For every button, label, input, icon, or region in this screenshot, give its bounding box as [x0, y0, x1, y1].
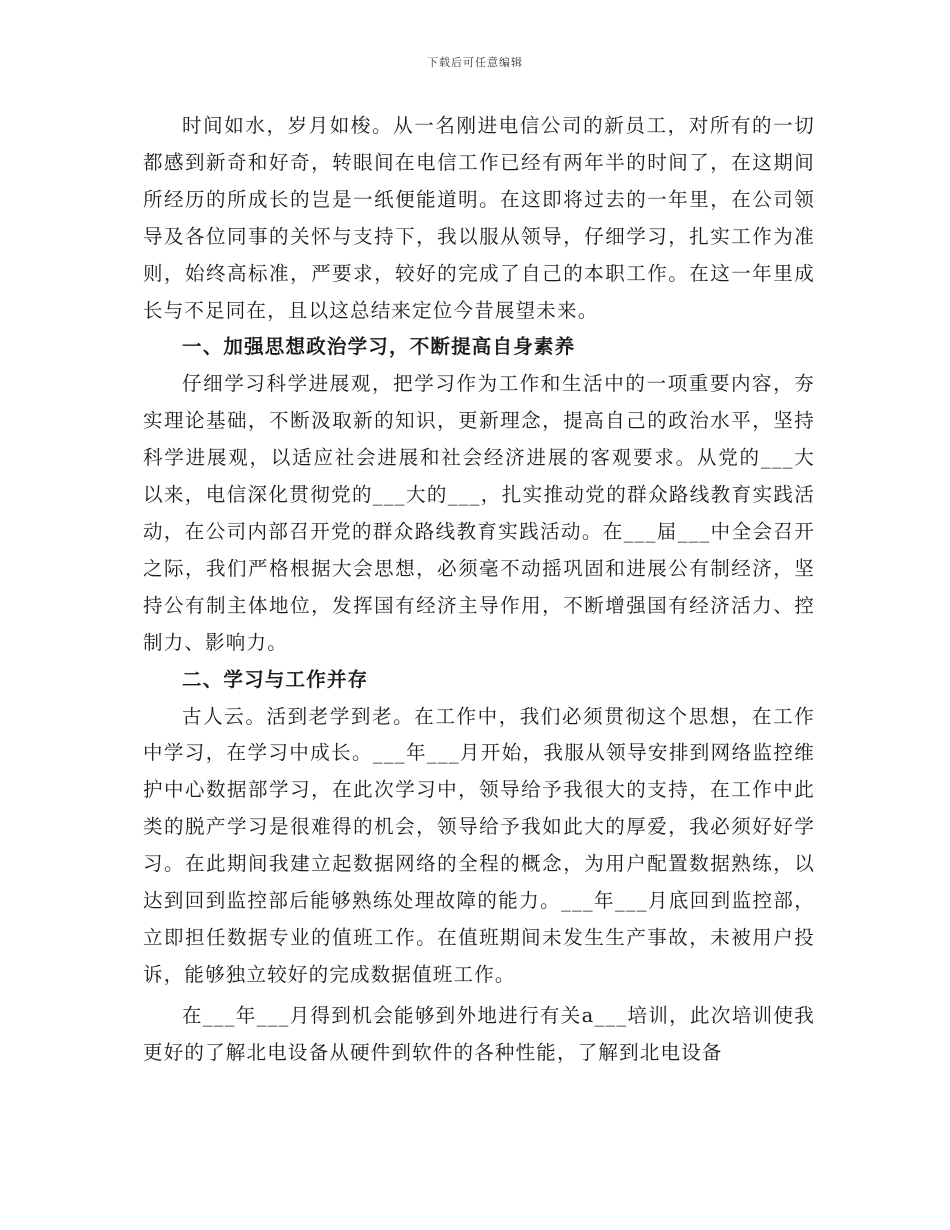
page-header-note: 下载后可任意编辑: [427, 56, 523, 69]
paragraph-training: 在___年___月得到机会能够到外地进行有关a___培训，此次培训使我更好的了解北电设备从硬件到软件的各种性能，了解到北电设备: [143, 1003, 815, 1064]
paragraph-section-1: 仔细学习科学进展观，把学习作为工作和生活中的一项重要内容，夯实理论基础，不断汲取新的知识，更新理念，提高自己的政治水平，坚持科学进展观，以适应社会进展和社会经济进展的客观要求。从党的___大以来，电信深化贯彻党的___大的___，扎实推动党的群众路线教育实践活动，在公司内部召开党的群众路线教育实践活动。在___届___中全会召开之际，我们严格根据大会思想，必须毫不动摇巩固和进展公有制经济，坚持公有制主体地位，发挥国有经济主导作用，不断增强国有经济活力、控制力、影响力。: [143, 372, 815, 654]
paragraph-intro: 时间如水，岁月如梭。从一名刚进电信公司的新员工，对所有的一切都感到新奇和好奇，转眼间在电信工作已经有两年半的时间了，在这期间所经历的所成长的岂是一纸便能道明。在这即将过去的一年里，在公司领导及各位同事的关怀与支持下，我以服从领导，仔细学习，扎实工作为准则，始终高标准，严要求，较好的完成了自己的本职工作。在这一年里成长与不足同在，且以这总结来定位今昔展望未来。: [143, 114, 815, 322]
document-body: [143, 108, 815, 1072]
section-heading-1: 一、加强思想政治学习，不断提高自身素养: [182, 335, 576, 359]
paragraph-section-2: 古人云。活到老学到老。在工作中，我们必须贯彻这个思想，在工作中学习，在学习中成长。___年___月开始，我服从领导安排到网络监控维护中心数据部学习，在此次学习中，领导给予我很大的支持，在工作中此类的脱产学习是很难得的机会，领导给予我如此大的厚爱，我必须好好学习。在此期间我建立起数据网络的全程的概念，为用户配置数据熟练，以达到回到监控部后能够熟练处理故障的能力。___年___月底回到监控部，立即担任数据专业的值班工作。在值班期间未发生生产事故，未被用户投诉，能够独立较好的完成数据值班工作。: [143, 704, 815, 986]
section-heading-2: 二、学习与工作并存: [182, 667, 369, 691]
